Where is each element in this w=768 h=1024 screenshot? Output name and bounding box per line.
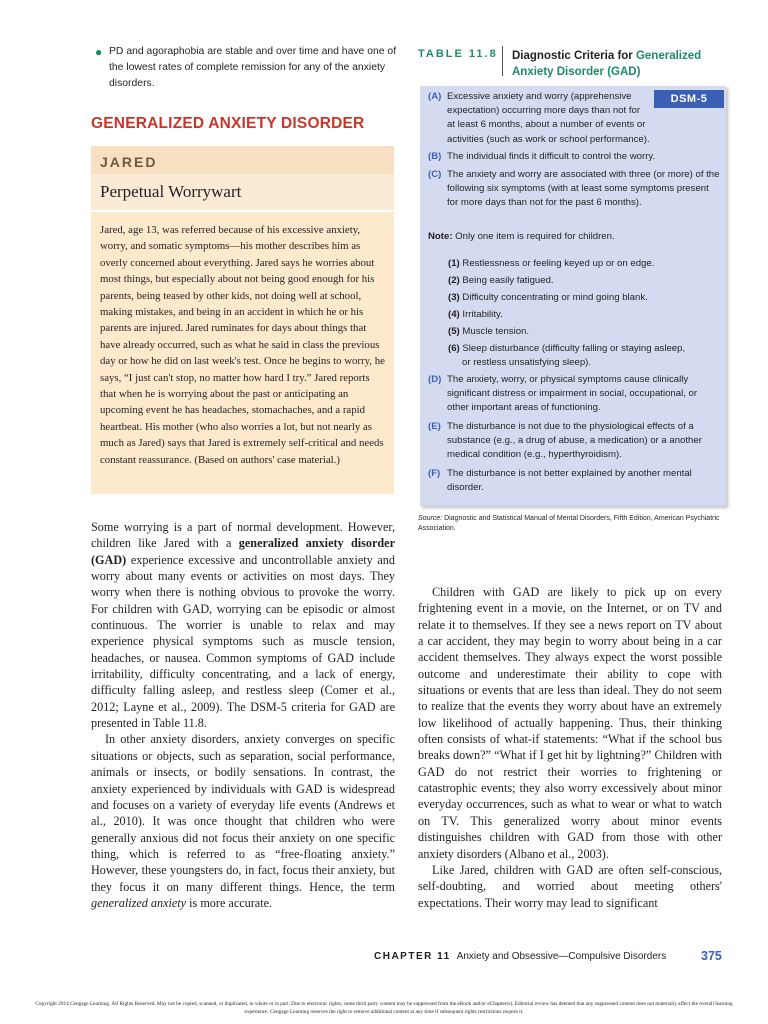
table-label: TABLE 11.8 <box>418 48 498 60</box>
case-subtitle: Perpetual Worrywart <box>100 182 242 201</box>
symptom-item: (2) Being easily fatigued. <box>448 275 554 286</box>
symptom-item: (3) Difficulty concentrating or mind going blank. <box>448 292 648 303</box>
case-text: Jared, age 13, was referred because of his excessive anxiety, worry, and somatic symptoms—his mother describes him as overly concerned about everything. Jared says he worries about most things, but especially about not being good enough for his parents, being teased by other kids, not doing well at school, making mistakes, and being in an accident in which he or his parents are injured. Jared ruminates for days about things that have already occurred, such as what he said in class the previous day or how he did on last week's test. Once he begins to worry, he says, “I just can't stop, no matter how hard I try.” Jared reports that when he is worrying about the past or anticipating an upcoming event he has headaches, stomachaches, and a rapid heartbeat. His mother (who also worries a lot, but not nearly as much as Jared) says that Jared is extremely self-critical and needs constant reassurance. (Based on authors' case material.) <box>100 224 385 466</box>
key-term: generalized anxiety disorder (GAD) <box>91 536 395 567</box>
body-paragraph: Like Jared, children with GAD are often self-conscious, self-doubting, and worried about meeting others' expectations. Their worry may lead to significant <box>418 862 722 910</box>
criterion-f: (F) The disturbance is not better explained by another mental disorder. <box>428 468 692 494</box>
page-footer <box>374 949 722 963</box>
criterion-a: (A) Excessive anxiety and worry (apprehensive expectation) occurring more days than not for at least 6 months, about a number of events or activities (such as work or school performance). <box>428 91 650 145</box>
body-paragraph: Children with GAD are likely to pick up on every frightening event in a movie, on the Internet, or on TV and relate it to themselves. If they see a news report on TV about a car accident, they may begin to worry about being in a car accident themselves. They always expect the worst possible outcome and underestimate their ability to cope with situations or events that are less than ideal. They do not seem to realize that the events they worry about have an extremely low likelihood of actually happening. Thus, their thinking often consists of what-if statements: “What if the school bus breaks down?” “What if I get hit by lightning?” Children with GAD do not restrict their worries to frightening or catastrophic events; they also worry excessively about minor everyday occurrences, such as what to wear or what to watch on TV. This generalized worry about minor events distinguishes children with GAD from those with other anxiety disorders (Albano et al., 2003). <box>418 585 722 861</box>
section-heading: GENERALIZED ANXIETY DISORDER <box>91 115 365 132</box>
case-name: JARED <box>100 154 158 170</box>
body-paragraph: Some worrying is a part of normal development. However, children like Jared with a generalized anxiety disorder (GAD) experience excessive and uncontrollable anxiety and worry about many events or activities on most days. They worry when there is nothing obvious to provoke the worry. For children with GAD, worrying can be episodic or almost continuous. The worrier is unable to relax and may experience physical symptoms such as muscle tension, headaches, or nausea. Common symptoms of GAD include irritability, difficulty concentrating, and a lack of energy, difficulty falling asleep, and restless sleep (Comer et al., 2012; Layne et al., 2009). The DSM-5 criteria for GAD are presented in Table 11.8. <box>91 520 395 731</box>
page-number: 375 <box>701 949 722 963</box>
table-title-divider <box>502 46 503 76</box>
copyright-notice: Copyright 2014 Cengage Learning. All Rights Reserved. May not be copied, scanned, or duplicated, in whole or in part. Due to electronic rights, some third party content may be suppressed from the eBook and/or eChapter(s). Editorial review has deemed that any suppressed content does not materially affect the overall learning experience. Cengage Learning reserves the right to remove additional content at any time if subsequent rights restrictions require it. <box>35 1001 733 1015</box>
dsm5-badge: DSM-5 <box>654 90 724 108</box>
criterion-e: (E) The disturbance is not due to the physiological effects of a substance (e.g., a drug of abuse, a medication) or a another medical condition (e.g., hyperthyroidism). <box>428 421 702 461</box>
table-source: Source: Diagnostic and Statistical Manual of Mental Disorders, Fifth Edition, American Psychiatric Association. <box>418 515 720 532</box>
symptom-item: (4) Irritability. <box>448 309 503 320</box>
key-term: generalized anxiety <box>91 895 187 910</box>
criterion-d: (D) The anxiety, worry, or physical symptoms cause clinically significant distress or impairment in social, occupational, or other important areas of functioning. <box>428 374 698 414</box>
criterion-c: (C) The anxiety and worry are associated with three (or more) of the following six symptoms (with at least some symptoms present for more days than not for the past 6 months). <box>428 169 720 209</box>
symptom-item: (5) Muscle tension. <box>448 326 530 337</box>
bullet-dot-icon: ● <box>95 45 103 59</box>
symptom-item: (6) Sleep disturbance (difficulty falling or staying asleep, or restless unsatisfying sleep). <box>448 343 686 369</box>
note-text: Only one item is required for children. <box>452 231 615 242</box>
criteria-note <box>428 231 615 242</box>
table-title-prefix: Diagnostic Criteria for <box>512 50 636 62</box>
bullet-text: PD and agoraphobia are stable and over time and have one of the lowest rates of complete remission for any of the anxiety disorders. <box>109 46 397 89</box>
bullet-item <box>95 44 400 92</box>
criterion-b: (B) The individual finds it difficult to control the worry. <box>428 151 656 162</box>
body-column-right <box>418 584 722 911</box>
chapter-title: Anxiety and Obsessive—Compulsive Disorders <box>456 951 667 962</box>
symptom-item: (1) Restlessness or feeling keyed up or on edge. <box>448 258 655 269</box>
body-column-left <box>91 519 395 911</box>
table-title-highlight: Generalized Anxiety Disorder (GAD) <box>512 50 702 78</box>
body-paragraph: In other anxiety disorders, anxiety converges on specific situations or objects, such as separation, social performance, animals or insects, or bodily sensations. In contrast, the anxiety experienced by individuals with GAD is widespread and focuses on a variety of everyday life events (Andrews et al., 2010). It was once thought that children who were generally anxious did not focus their anxiety on one specific thing, which is referred to as “free-floating anxiety.” However, these youngsters do, in fact, focus their anxiety, but they focus it on many different things. Hence, the term generalized anxiety is more accurate. <box>91 732 395 910</box>
chapter-label: CHAPTER 11 <box>374 951 451 962</box>
note-label: Note: <box>428 231 453 242</box>
table-title <box>512 48 742 80</box>
